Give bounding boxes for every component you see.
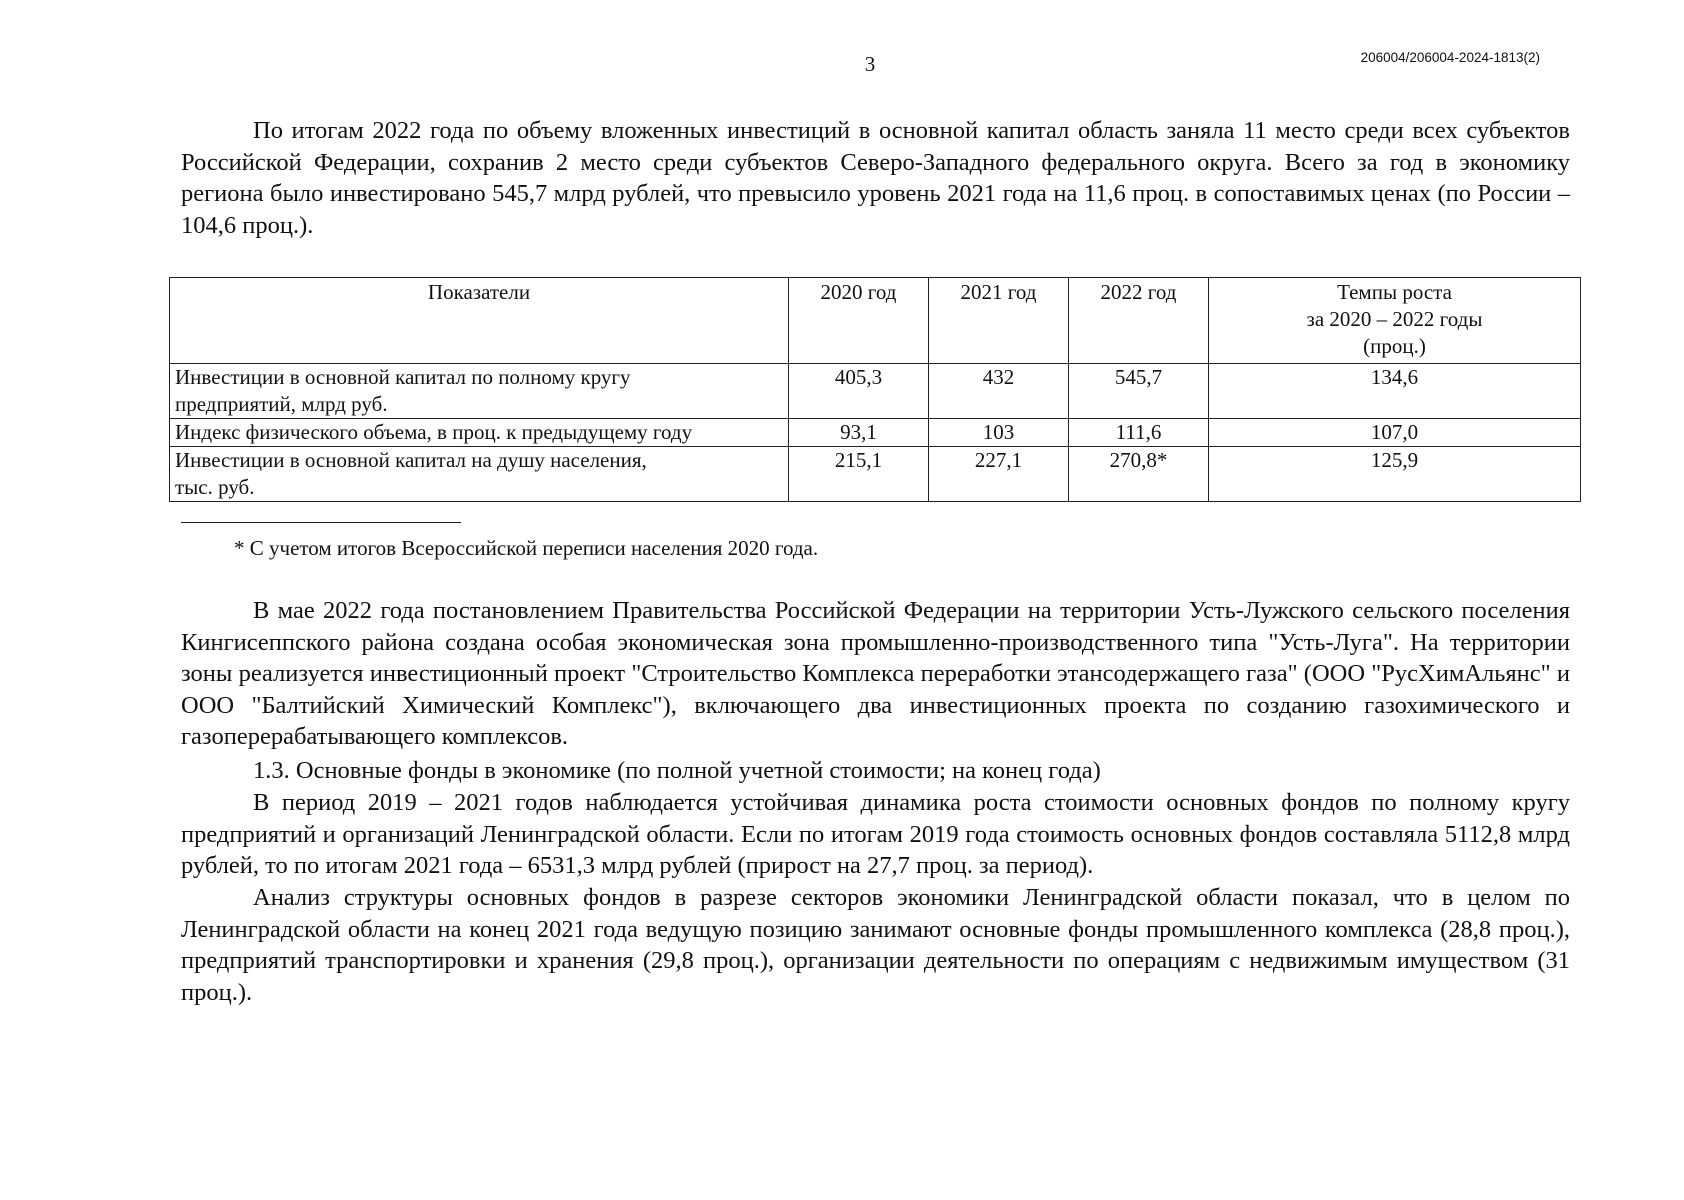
header-2021: 2021 год xyxy=(929,278,1069,364)
analysis-paragraph: Анализ структуры основных фондов в разрезе секторов экономики Ленинградской области показал, что в целом по Ленинградской области на конец 2021 года ведущую позицию занимают основные фонды промышленного комплекса (28,8 проц.), предприятий транспортировки и хранения (29,8 проц.), организации деятельности по операциям с недвижимым имуществом (31 проц.). xyxy=(181,884,1570,1006)
table-header-row xyxy=(170,278,1581,364)
table-row xyxy=(170,419,1581,447)
document-code: 206004/206004-2024-1813(2) xyxy=(1360,50,1540,65)
section-heading: 1.3. Основные фонды в экономике (по полной учетной стоимости; на конец года) xyxy=(253,757,1101,784)
row-indicator xyxy=(170,364,789,419)
cell-2020: 215,1 xyxy=(789,447,929,502)
header-2020: 2020 год xyxy=(789,278,929,364)
footnote: * С учетом итогов Всероссийской переписи населения 2020 года. xyxy=(234,536,819,560)
table-row xyxy=(170,447,1581,502)
cell-2020: 405,3 xyxy=(789,364,929,419)
row-indicator-line2: предприятий, млрд руб. xyxy=(175,392,388,416)
header-growth xyxy=(1209,278,1581,364)
row-indicator-line1: Инвестиции в основной капитал на душу населения, xyxy=(175,448,647,472)
page-number: 3 xyxy=(864,52,876,76)
cell-2021: 432 xyxy=(929,364,1069,419)
table-row xyxy=(170,364,1581,419)
dynamics-paragraph: В период 2019 – 2021 годов наблюдается устойчивая динамика роста стоимости основных фондов по полному кругу предприятий и организаций Ленинградской области. Если по итогам 2019 года стоимость основных фондов составляла 5112,8 млрд рублей, то по итогам 2021 года – 6531,3 млрд рублей (прирост на 27,7 проц. за период). xyxy=(181,789,1570,879)
row-indicator-line1: Инвестиции в основной капитал по полному кругу xyxy=(175,365,631,389)
investment-table xyxy=(169,277,1581,502)
sez-paragraph: В мае 2022 года постановлением Правительства Российской Федерации на территории Усть-Лужского сельского поселения Кингисеппского района создана особая экономическая зона промышленно-производственного типа "Усть-Луга". На территории зоны реализуется инвестиционный проект "Строительство Комплекса переработки этансодержащего газа" (ООО "РусХимАльянс" и ООО "Балтийский Химический Комплекс"), включающего два инвестиционных проекта по созданию газохимического и газоперерабатывающего комплексов. xyxy=(181,597,1570,750)
footnote-rule xyxy=(181,522,461,523)
header-2022: 2022 год xyxy=(1069,278,1209,364)
row-indicator-line1: Индекс физического объема, в проц. к предыдущему году xyxy=(175,420,693,444)
header-growth-line2: за 2020 – 2022 годы xyxy=(1306,307,1483,331)
cell-growth: 134,6 xyxy=(1209,364,1581,419)
cell-2021: 227,1 xyxy=(929,447,1069,502)
row-indicator-line2: тыс. руб. xyxy=(175,475,255,499)
row-indicator xyxy=(170,447,789,502)
header-growth-line3: (проц.) xyxy=(1363,334,1426,358)
cell-2021: 103 xyxy=(929,419,1069,447)
intro-paragraph: По итогам 2022 года по объему вложенных инвестиций в основной капитал область заняла 11 место среди всех субъектов Российской Федерации, сохранив 2 место среди субъектов Северо-Западного федерального округа. Всего за год в экономику региона было инвестировано 545,7 млрд рублей, что превысило уровень 2021 года на 11,6 проц. в сопоставимых ценах (по России – 104,6 проц.). xyxy=(181,117,1570,239)
cell-growth: 125,9 xyxy=(1209,447,1581,502)
cell-2022: 111,6 xyxy=(1069,419,1209,447)
row-indicator xyxy=(170,419,789,447)
cell-growth: 107,0 xyxy=(1209,419,1581,447)
cell-2022: 270,8* xyxy=(1069,447,1209,502)
cell-2022: 545,7 xyxy=(1069,364,1209,419)
header-growth-line1: Темпы роста xyxy=(1337,280,1452,304)
header-indicator: Показатели xyxy=(170,278,789,364)
cell-2020: 93,1 xyxy=(789,419,929,447)
